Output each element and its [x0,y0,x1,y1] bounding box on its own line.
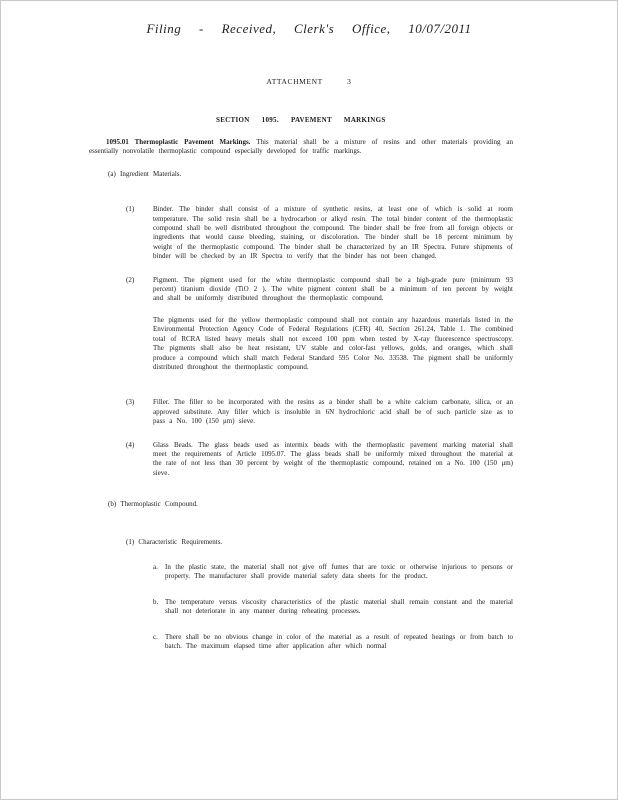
item-glass-beads-text: The glass beads used as intermix beads with the thermoplastic pavement marking material shall meet the requirements of Article 1095.07. The glass beads shall be uniformly mixed throughout the material at the rate of not less than 30 percent by weight of the thermoplastic compound, retained on a No. 100 (150 μm) sieve. [153,440,513,477]
item-binder-text: The binder shall consist of a mixture of synthetic resins, at least one of which is solid at room temperature. The solid resin shall be a hydrocarbon or alkyd resin. The total binder content of the thermoplastic compound shall be well distributed throughout the compound. The binder shall be free from all foreign objects or ingredients that would cause bleeding, staining, or discoloration. The binder shall be 18 percent minimum by weight of the thermoplastic compound. The binder shall be characterized by an IR Spectra. Future shipments of binder will be checked by an IR Spectra to verify that the binder has not been changed. [153,205,514,261]
requirement-a-text: In the plastic state, the material shall not give off fumes that are toxic or otherwise injurious to persons or property. The manufacturer shall provide material safety data sheets for the product. [165,562,513,581]
item-binder-paragraph [153,205,513,261]
requirement-b-label: b. [153,597,159,606]
item-filler-paragraph [153,398,513,426]
section-heading: SECTION 1095. PAVEMENT MARKINGS [216,116,386,124]
article-number: 1095.01 [106,138,129,146]
item-glass-beads [126,441,513,479]
characteristic-requirements-title: Characteristic Requirements. [138,537,223,546]
item-pigment-text: The pigment used for the white thermoplastic compound shall be a high-grade pure (minimum 93 percent) titanium dioxide (TiO 2 ). The white pigment content shall be a minimum of ten percent by weight and shall be uniformly distributed throughout the thermoplastic compound. [153,275,513,303]
section-b-heading [108,500,513,509]
item-glass-beads-label: (4) [126,440,135,449]
item-binder [126,205,513,261]
item-filler-text: The filler to be incorporated with the resins as a binder shall be a white calcium carbonate, silica, or an approved substitute. Any filler which is insoluble in 6N hydrochloric acid shall be of such particle size as to pass a No. 100 (150 μm) sieve. [153,398,513,426]
requirement-a [153,563,513,582]
article-intro-paragraph [89,138,513,157]
item-filler [126,398,513,426]
item-pigment-label: (2) [126,275,135,284]
item-glass-beads-title: Glass Beads. [153,440,193,449]
document-body [89,138,513,651]
requirement-c-label: c. [153,632,158,641]
item-pigment-paragraph [153,276,513,304]
item-pigment-paragraph-2: The pigments used for the yellow thermoplastic compound shall not contain any hazardous materials listed in the Environmental Protection Agency Code of Federal Regulations (CFR) 40, Section 261.24, Table 1. The combined total of RCRA listed heavy metals shall not exceed 100 ppm when tested by X-ray fluorescence spectroscopy. The pigments shall also be heat resistant, UV stable and color-fast yellows, golds, and oranges, which shall produce a compound which shall match Federal Standard 595 Color No. 33538. The pigment shall be uniformly distributed throughout the thermoplastic compound. [153,315,513,371]
item-pigment [126,276,513,304]
item-filler-label: (3) [126,398,135,407]
requirement-b [153,598,513,617]
section-b-label: (b) [108,500,117,509]
item-binder-title: Binder. [153,205,174,214]
requirement-b-text: The temperature versus viscosity characteristics of the plastic material shall remain constant and the material shall not deteriorate in any manner during reheating processes. [165,597,513,616]
item-binder-label: (1) [126,205,135,214]
requirement-a-label: a. [153,562,158,571]
item-glass-beads-paragraph [153,441,513,479]
requirement-c-text: There shall be no obvious change in color of the material as a result of repeated heatings or from batch to batch. The maximum elapsed time after application after which normal [165,632,513,650]
item-pigment-title: Pigment. [153,275,179,284]
characteristic-requirements-heading [126,538,513,547]
item-filler-title: Filler. [153,398,170,407]
section-a-title: Ingredient Materials. [120,169,182,178]
attachment-heading: ATTACHMENT 3 [266,77,352,86]
characteristic-requirements-label: (1) [126,537,135,546]
article-title: Thermoplastic Pavement Markings. [134,138,251,146]
filing-stamp: Filing - Received, Clerk's Office, 10/07/2011 [146,21,472,36]
section-a-label: (a) [108,169,116,178]
article-intro-text: This material shall be a mixture of resins and other materials providing an essentially nonvolatile thermoplastic compound especially developed for traffic markings. [89,138,514,156]
section-a-heading [108,170,513,179]
section-b-title: Thermoplastic Compound. [120,500,198,509]
requirement-c [153,633,513,652]
